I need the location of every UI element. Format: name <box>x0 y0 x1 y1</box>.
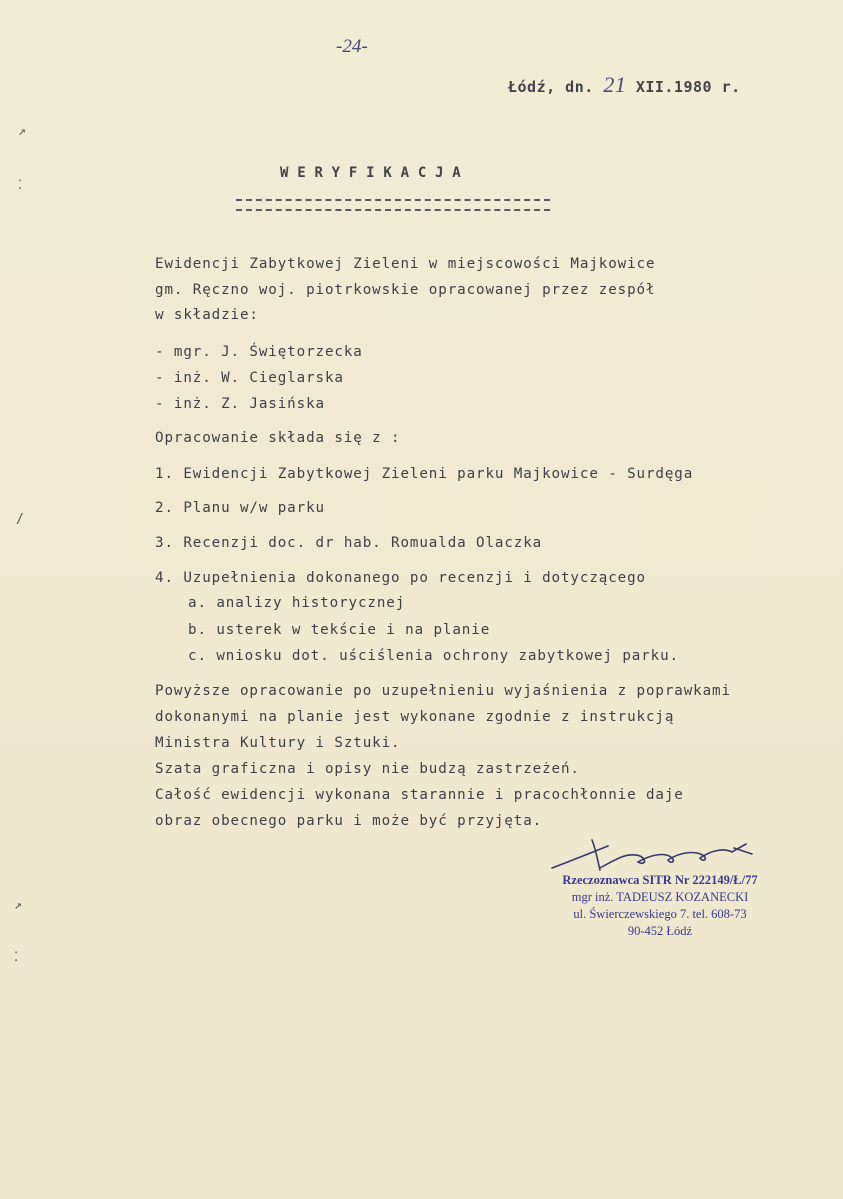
composition-subitem: b. usterek w tekście i na planie <box>188 622 491 638</box>
team-member: - inż. W. Cieglarska <box>155 370 344 386</box>
title-underline <box>236 199 550 211</box>
date-line <box>508 72 741 98</box>
official-stamp <box>540 872 780 940</box>
margin-mark: / <box>16 512 24 527</box>
team-member: - mgr. J. Świętorzecka <box>155 344 363 360</box>
date-suffix: XII.1980 r. <box>635 78 741 96</box>
stamp-line: 90-452 Łódź <box>627 924 693 938</box>
intro-line: Ewidencji Zabytkowej Zieleni w miejscowości Majkowice <box>155 256 656 272</box>
margin-mark: ↗ <box>18 124 26 139</box>
conclusion-line: obraz obecnego parku i może być przyjęta. <box>155 813 543 829</box>
margin-mark: ↗ <box>14 898 22 913</box>
stamp-line: Rzeczoznawca SITR Nr 222149/Ł/77 <box>562 873 758 887</box>
page-number: -24- <box>336 36 368 57</box>
date-day-handwritten: 21 <box>603 72 627 97</box>
conclusion-line: Szata graficzna i opisy nie budzą zastrzeżeń. <box>155 761 580 777</box>
date-prefix: Łódź, dn. <box>508 78 594 96</box>
conclusion-line: Ministra Kultury i Sztuki. <box>155 735 401 751</box>
conclusion-line: dokonanymi na planie jest wykonane zgodnie z instrukcją <box>155 709 675 725</box>
composition-item: 2. Planu w/w parku <box>155 500 325 516</box>
composition-item: 3. Recenzji doc. dr hab. Romualda Olaczka <box>155 535 543 551</box>
document-title: WERYFIKACJA <box>280 165 470 181</box>
intro-line: w składzie: <box>155 307 259 323</box>
margin-mark: ⁚ <box>14 950 19 965</box>
stamp-line: ul. Świerczewskiego 7. tel. 608-73 <box>573 907 747 921</box>
composition-item: 4. Uzupełnienia dokonanego po recenzji i dotyczącego <box>155 570 646 586</box>
composition-heading: Opracowanie składa się z : <box>155 430 401 446</box>
composition-subitem: a. analizy historycznej <box>188 595 406 611</box>
conclusion-line: Powyższe opracowanie po uzupełnieniu wyjaśnienia z poprawkami <box>155 683 731 699</box>
composition-item: 1. Ewidencji Zabytkowej Zieleni parku Majkowice - Surdęga <box>155 466 694 482</box>
margin-mark: ⁚ <box>18 178 23 193</box>
composition-subitem: c. wniosku dot. uściślenia ochrony zabytkowej parku. <box>188 648 679 664</box>
conclusion-line: Całość ewidencji wykonana starannie i pracochłonnie daje <box>155 787 684 803</box>
intro-line: gm. Ręczno woj. piotrkowskie opracowanej przez zespół <box>155 282 656 298</box>
stamp-line: mgr inż. TADEUSZ KOZANECKI <box>571 890 749 904</box>
team-member: - inż. Z. Jasińska <box>155 396 325 412</box>
